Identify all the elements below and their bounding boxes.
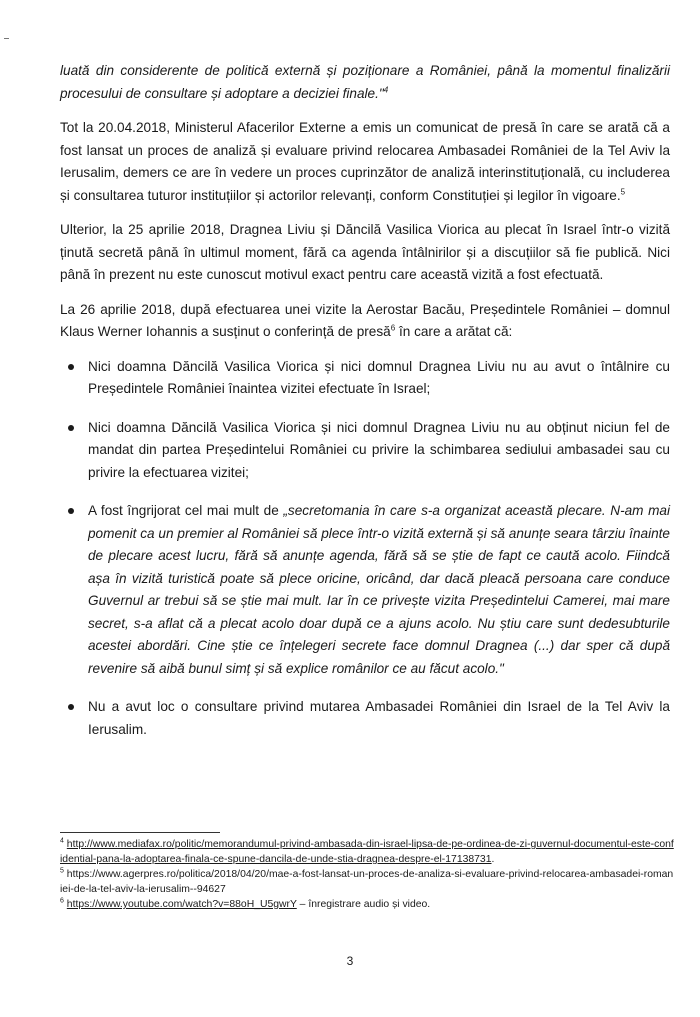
quote-continuation: luată din considerente de politică externă și poziționare a României, până la momentul finalizării procesului de consultare și adoptare a deciziei finale."$^4$ bbox=[60, 63, 670, 101]
bullet-icon bbox=[68, 704, 74, 710]
bullet-list bbox=[60, 356, 670, 742]
list-item: Nici doamna Dăncilă Vasilica Viorica și nici domnul Dragnea Liviu nu au avut o întâlnire cu Președintele României înaintea vizitei efectuate în Israel; bbox=[60, 356, 670, 401]
list-item: Nici doamna Dăncilă Vasilica Viorica și nici domnul Dragnea Liviu nu au obținut niciun fel de mandat din partea Președintelui României cu privire la schimbarea sediului ambasadei sau cu privire la efectuarea vizitei; bbox=[60, 417, 670, 485]
footnote-4-link[interactable]: http://www.mediafax.ro/politic/memorandumul-privind-ambasada-din-israel-lipsa-de-pe-ordinea-de-zi-guvernul-documentul-este-confidential-pana-la-adoptarea-finala-ce-spune-dancila-de-unde-stia-dragnea-despre-el-17138731 bbox=[60, 839, 674, 865]
footnote-5-link[interactable]: https://www.agerpres.ro/politica/2018/04/20/mae-a-fost-lansat-un-proces-de-analiza-si-evaluare-privind-relocarea-ambasadei-romaniei-de-la-tel-aviv-la-ierusalim--94627 bbox=[60, 869, 674, 895]
footnote-5: $^5$ https://www.agerpres.ro/politica/2018/04/20/mae-a-fost-lansat-un-proces-de-analiza-si-evaluare-privind-relocarea-ambasadei-romaniei-de-la-tel-aviv-la-ierusalim--94627 bbox=[60, 867, 674, 895]
footnote-separator bbox=[60, 832, 220, 833]
paragraph-israel-visit: Ulterior, la 25 aprilie 2018, Dragnea Liviu și Dăncilă Vasilica Viorica au plecat în Israel într-o vizită ținută secretă până în ultimul moment, fără ca agenda întâlnirilor și a discuțiilor să fie publică. Nici până în prezent nu este cunoscut motivul exact pentru care această vizită a fost efectuată. bbox=[60, 222, 670, 282]
list-item: A fost îngrijorat cel mai mult de „secretomania în care s-a organizat această plecare. N-am mai pomenit ca un premier al României să plece într-o vizită externă și să anunțe seara târziu înainte de plecare acest lucru, fără să anunțe agenda, fără să se știe de fapt ce caută acolo. Fiindcă așa în vizită turistică poate să plece oricine, oricând, dar dacă pleacă persoana care conduce Guvernul ar trebui să se știe mai mult. Iar în ce privește vizita Președintelui Camerei, mai mare secret, s-a aflat că a plecat acolo doar după ce a ajuns acolo. Nu știu care sunt dedesubturile acestei abordări. Cine știe ce înțelegeri secrete face domnul Dragnea (...) dar sper că după revenire să aibă bunul simț și să explice românilor ce au făcut acolo." bbox=[60, 500, 670, 680]
footnote-6-link[interactable]: https://www.youtube.com/watch?v=88oH_U5gwrY bbox=[66, 899, 297, 910]
list-item: Nu a avut loc o consultare privind mutarea Ambasadei României din Israel de la Tel Aviv la Ierusalim. bbox=[60, 696, 670, 741]
footnote-ref-5[interactable]: 5 bbox=[620, 186, 626, 196]
footnote-ref-6[interactable]: 6 bbox=[390, 323, 396, 333]
paragraph-press-conference: La 26 aprilie 2018, după efectuarea unei vizite la Aerostar Bacău, Președintele României – domnul Klaus Werner Iohannis a susținut o conferință de presă$^6$ în care a arătat că: bbox=[60, 301, 670, 339]
bullet-icon bbox=[68, 508, 74, 514]
scan-mark bbox=[4, 38, 9, 39]
body-text bbox=[60, 60, 670, 757]
bullet-icon bbox=[68, 364, 74, 370]
page-number: 3 bbox=[346, 954, 354, 968]
footnote-ref-4[interactable]: 4 bbox=[383, 84, 389, 94]
footnotes bbox=[60, 837, 675, 912]
president-quote: „secretomania în care s-a organizat această plecare. N-am mai pomenit ca un premier al României să plece într-o vizită externă și să anunțe seara târziu înainte de plecare acest lucru, fără să anunțe agenda, fără să se știe de fapt ce caută acolo. Fiindcă așa în vizită turistică poate să plece oricine, oricând, dar dacă pleacă persoana care conduce Guvernul ar trebui să se știe mai mult. Iar în ce privește vizita Președintelui Camerei, mai mare secret, s-a aflat că a plecat acolo doar după ce a ajuns acolo. Nu știu care sunt dedesubturile acestei abordări. Cine știe ce înțelegeri secrete face domnul Dragnea (...) dar sper că după revenire să aibă bunul simț și să explice românilor ce au făcut acolo." bbox=[88, 503, 670, 676]
footnote-4: $^4$ http://www.mediafax.ro/politic/memorandumul-privind-ambasada-din-israel-lipsa-de-pe-ordinea-de-zi-guvernul-documentul-este-confidential-pana-la-adoptarea-finala-ce-spune-dancila-de-unde-stia-dragnea-despre-el-17138731. bbox=[60, 837, 674, 865]
bullet-icon bbox=[68, 425, 74, 431]
footnote-6: $^6$ https://www.youtube.com/watch?v=88oH_U5gwrY – înregistrare audio și video. bbox=[60, 897, 431, 910]
paragraph-mae-communique: Tot la 20.04.2018, Ministerul Afacerilor Externe a emis un comunicat de presă în care se arată că a fost lansat un proces de analiză și evaluare privind relocarea Ambasadei României de la Tel Aviv la Ierusalim, demers ce are în vedere un proces cuprinzător de analiză interinstituțională, cu includerea și consultarea tuturor instituțiilor și actorilor relevanți, conform Constituției și legilor în vigoare.$^5$ bbox=[60, 120, 670, 203]
